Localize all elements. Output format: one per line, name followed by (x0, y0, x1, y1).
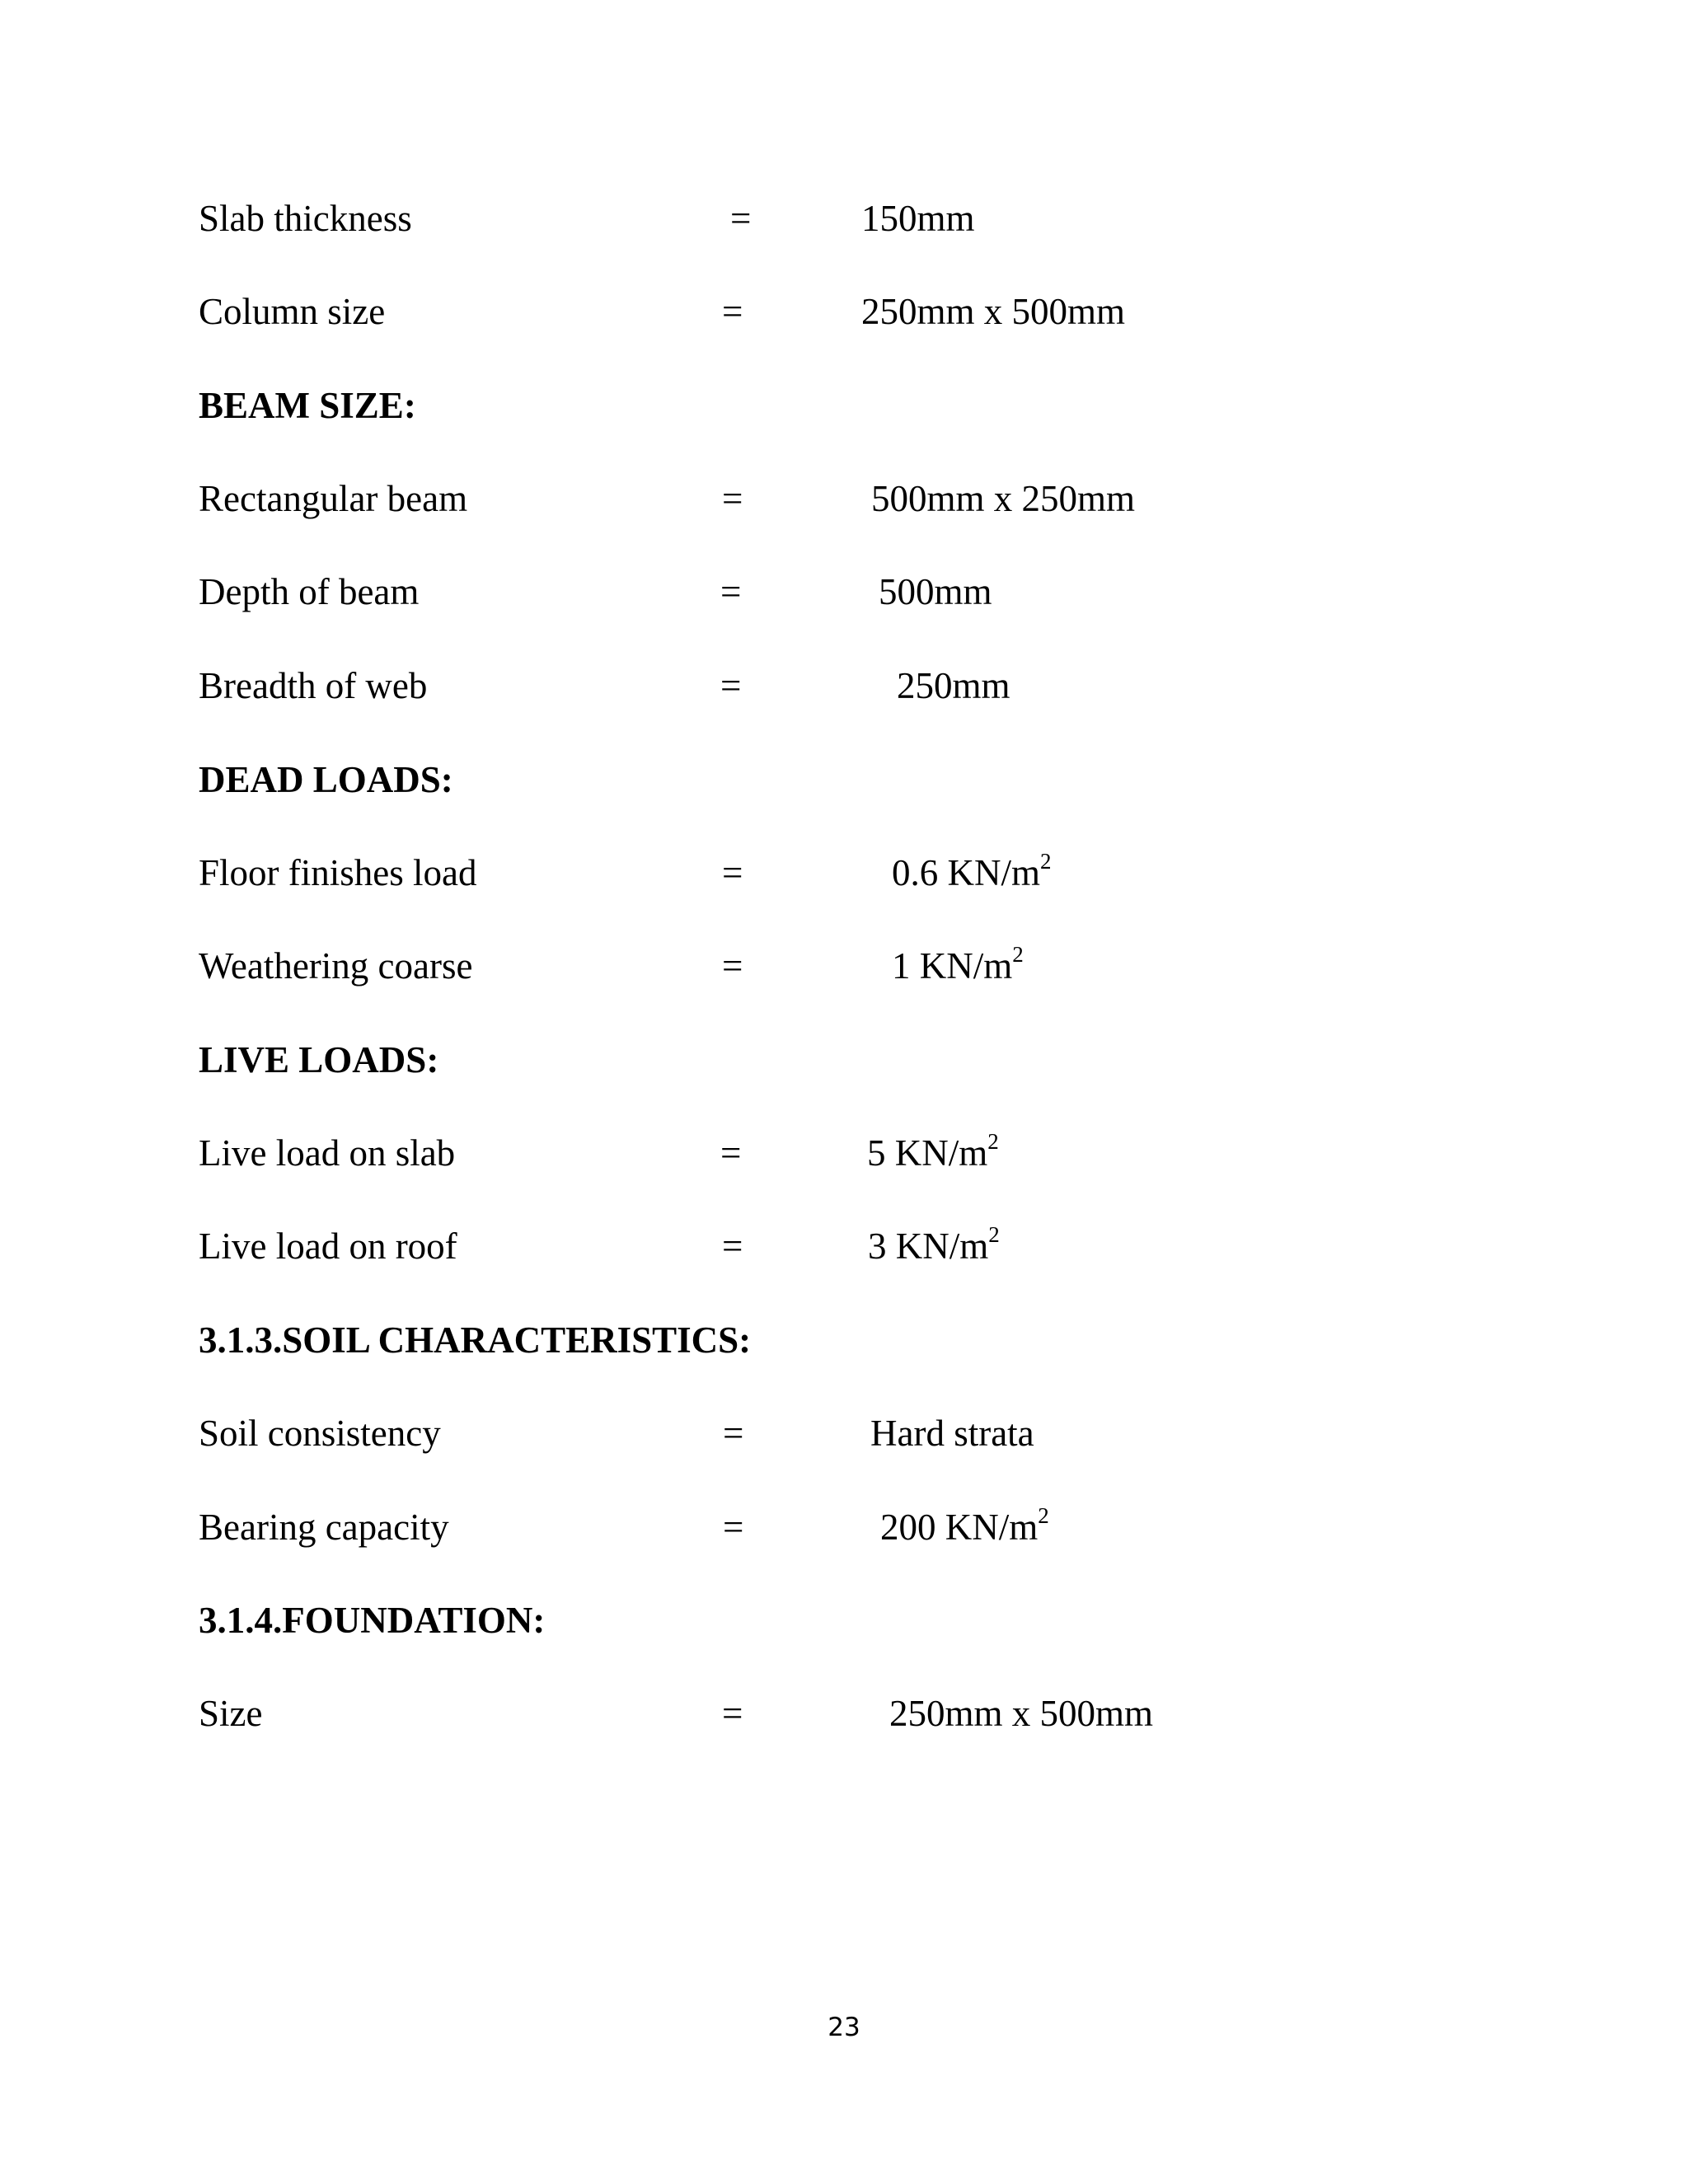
row-label: Live load on slab (199, 1132, 456, 1174)
row-value (868, 1217, 1000, 1275)
row-value: 500mm (879, 571, 992, 612)
depth-of-beam-row (199, 563, 1353, 621)
row-label: Live load on roof (199, 1226, 457, 1267)
row-value (880, 1498, 1049, 1556)
value-text: 3 KN/m (868, 1226, 989, 1267)
row-label: Breadth of web (199, 665, 428, 706)
row-label: Floor finishes load (199, 852, 477, 893)
row-value: 150mm (861, 198, 975, 239)
row-value: 500mm x 250mm (871, 478, 1136, 519)
soil-consistency-row (199, 1404, 1353, 1462)
value-text: 200 KN/m (880, 1507, 1039, 1548)
live-load-roof-row (199, 1217, 1353, 1275)
row-value: 250mm x 500mm (889, 1693, 1154, 1734)
row-value (867, 1124, 999, 1182)
equals-sign: = (723, 1413, 744, 1454)
live-loads-heading: LIVE LOADS: (199, 1039, 439, 1080)
row-value: 250mm (897, 665, 1010, 706)
equals-sign: = (722, 291, 743, 332)
superscript: 2 (987, 1129, 999, 1154)
dead-loads-heading: DEAD LOADS: (199, 759, 453, 800)
foundation-size-row (199, 1685, 1353, 1742)
foundation-heading: 3.1.4.FOUNDATION: (199, 1600, 546, 1641)
value-text: 0.6 KN/m (892, 852, 1040, 893)
superscript: 2 (988, 1222, 1000, 1247)
value-text: 5 KN/m (867, 1132, 988, 1174)
value-text: 1 KN/m (892, 945, 1013, 987)
floor-finishes-load-row (199, 844, 1353, 902)
row-label: Soil consistency (199, 1413, 441, 1454)
superscript: 2 (1038, 1503, 1049, 1528)
equals-sign: = (720, 1132, 742, 1174)
equals-sign: = (722, 478, 743, 519)
row-label: Rectangular beam (199, 478, 468, 519)
row-value (892, 844, 1052, 902)
equals-sign: = (730, 198, 752, 239)
weathering-coarse-row (199, 937, 1353, 995)
equals-sign: = (722, 852, 743, 893)
row-label: Depth of beam (199, 571, 420, 612)
row-value: Hard strata (870, 1413, 1034, 1454)
row-value: 250mm x 500mm (861, 291, 1126, 332)
equals-sign: = (722, 1693, 743, 1734)
slab-thickness-row (199, 190, 1353, 247)
row-value (892, 937, 1024, 995)
row-label: Weathering coarse (199, 945, 473, 987)
superscript: 2 (1040, 849, 1052, 874)
equals-sign: = (722, 1226, 743, 1267)
row-label: Bearing capacity (199, 1507, 449, 1548)
soil-characteristics-heading: 3.1.3.SOIL CHARACTERISTICS: (199, 1319, 752, 1361)
beam-size-heading: BEAM SIZE: (199, 385, 416, 426)
row-label: Slab thickness (199, 198, 412, 239)
equals-sign: = (723, 1507, 744, 1548)
row-label: Column size (199, 291, 386, 332)
breadth-of-web-row (199, 657, 1353, 715)
row-label: Size (199, 1693, 263, 1734)
superscript: 2 (1012, 942, 1024, 967)
live-load-slab-row (199, 1124, 1353, 1182)
column-size-row (199, 283, 1353, 340)
equals-sign: = (720, 571, 742, 612)
page-number: 23 (828, 2013, 860, 2042)
bearing-capacity-row (199, 1498, 1353, 1556)
rectangular-beam-row (199, 470, 1353, 527)
equals-sign: = (722, 945, 743, 987)
equals-sign: = (720, 665, 742, 706)
